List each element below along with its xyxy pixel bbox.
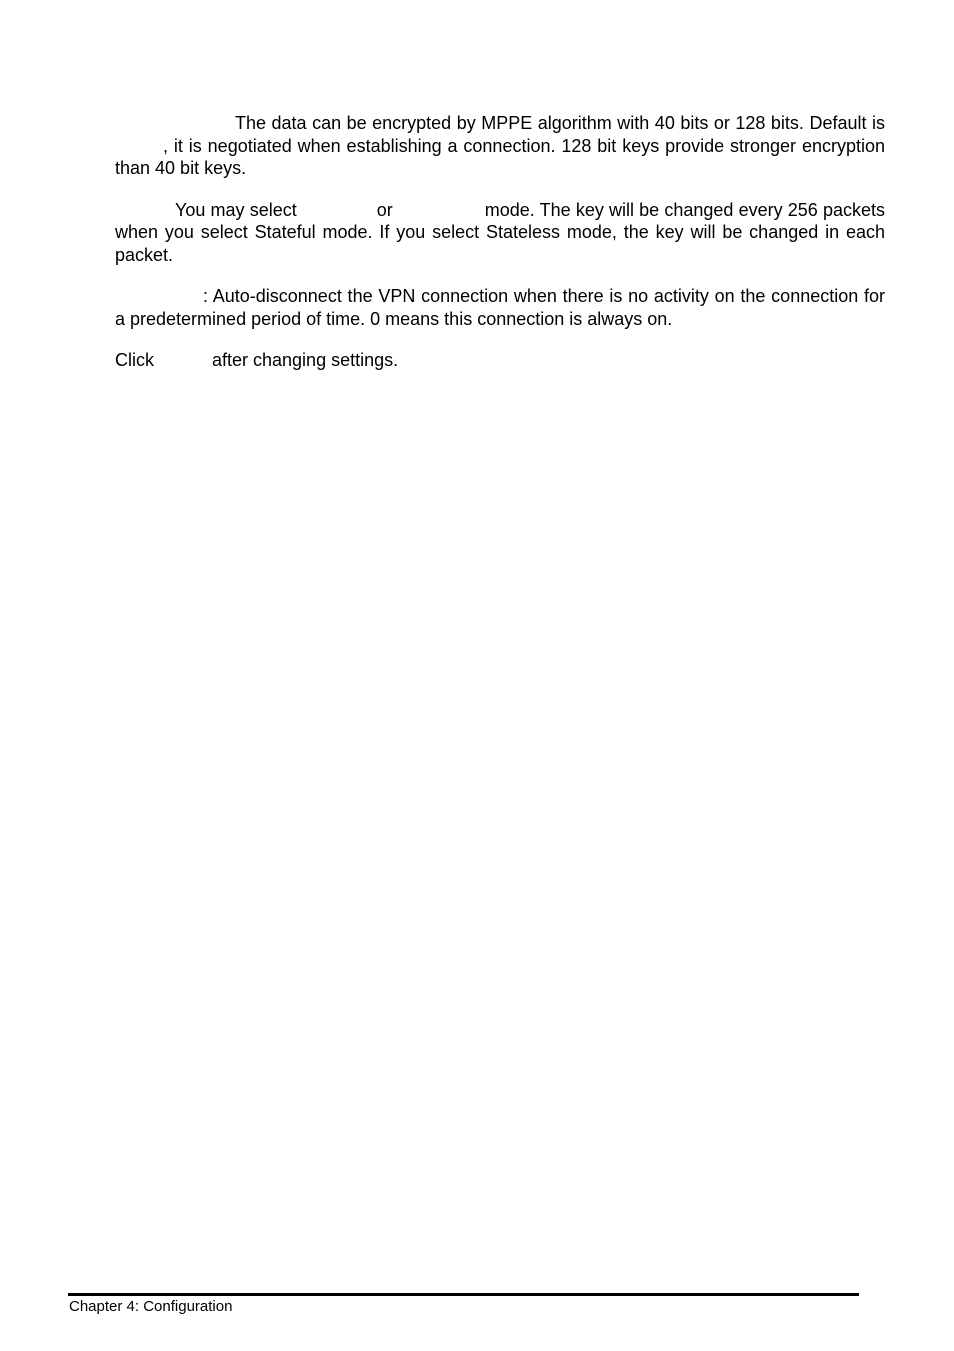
footer-chapter-label: Chapter 4: Configuration [69, 1298, 233, 1315]
apply-text-1: Click [115, 350, 154, 370]
apply-paragraph [115, 349, 885, 372]
footer-divider [68, 1293, 859, 1296]
mode-text-1: You may select [175, 199, 297, 220]
encryption-text-2: , it is negotiated when establishing a connection. 128 bit keys provide stronger encryption than 40 bit keys. [115, 135, 885, 178]
idle-paragraph [115, 285, 885, 330]
apply-text-2: after changing settings. [212, 350, 399, 370]
encryption-paragraph [115, 112, 885, 180]
mode-text-3: mode. The key will be changed every 256 packets when you select Stateful mode. If you select Stateless mode, the key will be changed in each packet. [115, 199, 886, 265]
encryption-text-1: The data can be encrypted by MPPE algorithm with 40 bits or 128 bits. Default is [235, 113, 885, 133]
page-content [115, 112, 885, 372]
mode-paragraph [115, 199, 885, 267]
idle-text-1: : Auto-disconnect the VPN connection when there is no activity on the connection for a predetermined period of time. 0 means this connection is always on. [115, 286, 885, 329]
mode-text-2: or [376, 199, 393, 220]
